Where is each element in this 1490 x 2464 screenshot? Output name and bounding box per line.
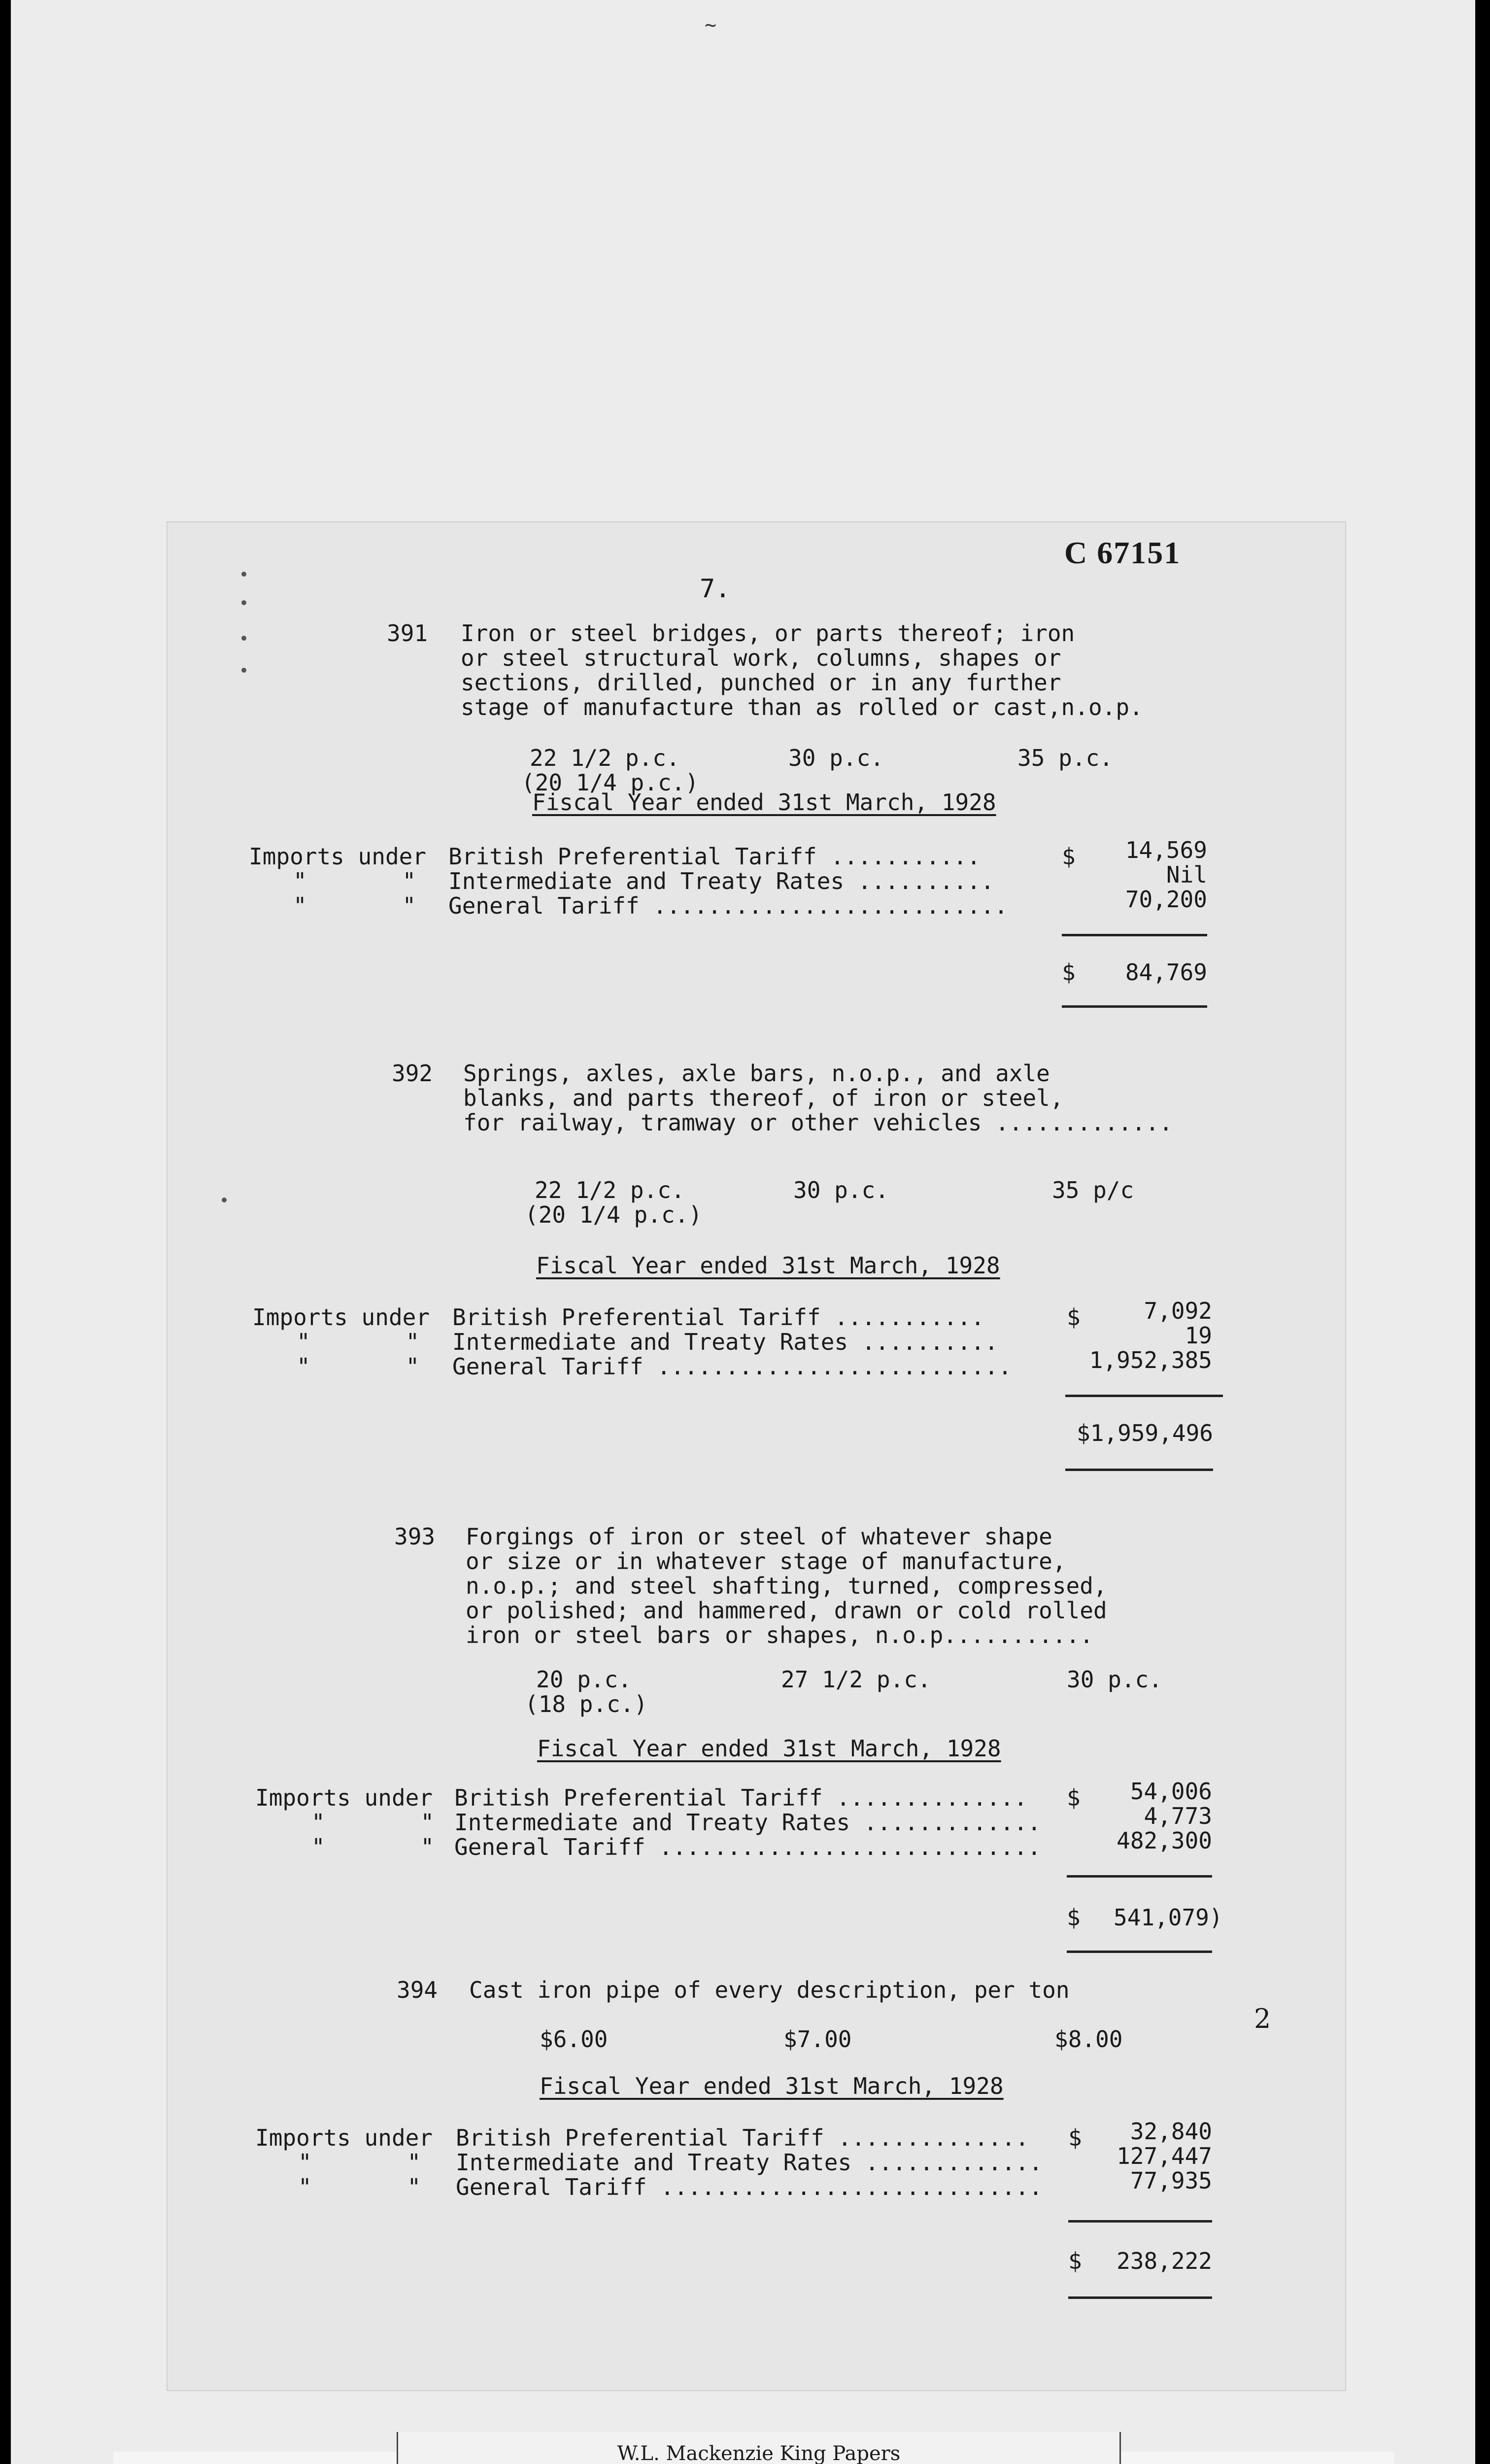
item-number: 391 xyxy=(387,620,428,647)
collection-name: W.L. Mackenzie King Papers xyxy=(617,2442,901,2464)
row-label: General Tariff ............................ xyxy=(456,2174,1043,2200)
item-description-line: sections, drilled, punched or in any further xyxy=(461,669,1061,696)
row-prefix: Imports under xyxy=(255,2124,433,2151)
total-rule-top xyxy=(1062,934,1207,936)
row-value: 14,569 xyxy=(1125,837,1207,863)
item-description-line: Cast iron pipe of every description, per ton xyxy=(469,1977,1070,2003)
item-description-line: n.o.p.; and steel shafting, turned, compressed, xyxy=(466,1573,1107,1599)
fiscal-year-heading: Fiscal Year ended 31st March, 1928 xyxy=(540,2073,1004,2099)
row-prefix: Imports under xyxy=(255,1784,433,1811)
row-value: 7,092 xyxy=(1144,1298,1212,1324)
film-border-left xyxy=(0,0,11,2464)
rate-preferential: $6.00 xyxy=(540,2026,608,2053)
row-value: 4,773 xyxy=(1144,1803,1212,1829)
film-border-right xyxy=(1475,0,1490,2464)
fiscal-year-heading: Fiscal Year ended 31st March, 1928 xyxy=(536,1252,1000,1279)
item-description-line: or size or in whatever stage of manufacture, xyxy=(466,1548,1066,1574)
total-rule-bottom xyxy=(1062,1005,1207,1008)
total-rule-bottom xyxy=(1068,2296,1212,2299)
item-description-line: blanks, and parts thereof, of iron or steel, xyxy=(463,1085,1064,1111)
item-number: 393 xyxy=(394,1523,436,1550)
row-prefix: " " xyxy=(311,1834,435,1860)
item-description-line: Forgings of iron or steel of whatever shape xyxy=(466,1523,1052,1550)
row-value: 127,447 xyxy=(1117,2143,1212,2169)
total-rule-top xyxy=(1067,1875,1212,1878)
item-description-line: Springs, axles, axle bars, n.o.p., and axle xyxy=(463,1060,1050,1087)
row-value: 77,935 xyxy=(1130,2167,1212,2194)
row-prefix: " " xyxy=(297,1353,420,1380)
total-value: 541,079) xyxy=(1114,1904,1223,1931)
row-prefix: Imports under xyxy=(252,1304,430,1331)
rate-alternate: (18 p.c.) xyxy=(525,1691,648,1717)
total-value: 84,769 xyxy=(1125,959,1207,986)
item-number: 392 xyxy=(392,1060,433,1087)
total-value: $1,959,496 xyxy=(1077,1420,1213,1446)
row-value: 54,006 xyxy=(1130,1778,1212,1805)
item-description-line: stage of manufacture than as rolled or cast,n.o.p. xyxy=(461,694,1143,720)
row-prefix: " " xyxy=(297,1329,420,1355)
row-value: Nil xyxy=(1166,861,1207,888)
rate-general: 30 p.c. xyxy=(1067,1666,1162,1693)
item-description-line: for railway, tramway or other vehicles ............. xyxy=(463,1109,1173,1136)
page-number: 7. xyxy=(700,574,731,604)
row-label: General Tariff ............................ xyxy=(454,1834,1041,1860)
row-value: 70,200 xyxy=(1125,886,1207,913)
total-dollar: $ xyxy=(1067,1904,1081,1931)
rate-general: 35 p/c xyxy=(1052,1177,1134,1203)
rate-intermediate: $7.00 xyxy=(783,2026,852,2053)
fiscal-year-heading: Fiscal Year ended 31st March, 1928 xyxy=(537,1735,1001,1762)
total-rule-bottom xyxy=(1065,1469,1213,1471)
total-rule-bottom xyxy=(1067,1951,1212,1953)
rate-intermediate: 30 p.c. xyxy=(788,745,884,771)
top-scratch-mark: ~ xyxy=(705,14,717,36)
row-value: 1,952,385 xyxy=(1089,1347,1212,1373)
row-prefix: " " xyxy=(311,1809,435,1836)
row-value: 32,840 xyxy=(1130,2118,1212,2145)
item-number: 394 xyxy=(397,1977,438,2003)
row-prefix: " " xyxy=(298,2149,421,2176)
rate-intermediate: 27 1/2 p.c. xyxy=(781,1666,931,1693)
total-value: 238,222 xyxy=(1117,2248,1212,2274)
row-value: 19 xyxy=(1185,1322,1212,1349)
rate-preferential: 22 1/2 p.c. xyxy=(535,1177,685,1203)
item-description-line: or steel structural work, columns, shapes or xyxy=(461,645,1061,671)
total-rule-top xyxy=(1065,1395,1223,1397)
row-prefix: " " xyxy=(293,892,416,919)
row-label: British Preferential Tariff ........... xyxy=(448,843,981,870)
item-description-line: Iron or steel bridges, or parts thereof; iron xyxy=(461,620,1075,647)
row-dollar: $ xyxy=(1067,1784,1081,1811)
total-dollar: $ xyxy=(1062,959,1076,986)
margin-note: 2 xyxy=(1254,2003,1271,2034)
fiscal-year-heading: Fiscal Year ended 31st March, 1928 xyxy=(532,789,996,816)
rate-general: 35 p.c. xyxy=(1017,745,1113,771)
row-label: Intermediate and Treaty Rates .......... xyxy=(448,868,994,894)
rate-intermediate: 30 p.c. xyxy=(793,1177,889,1203)
punch-dot xyxy=(241,572,246,577)
total-rule-top xyxy=(1068,2220,1212,2223)
punch-dot xyxy=(241,636,246,641)
row-label: General Tariff .......................... xyxy=(448,892,1008,919)
document-reference: C 67151 xyxy=(1064,535,1181,570)
punch-dot xyxy=(241,668,246,673)
row-dollar: $ xyxy=(1068,2124,1082,2151)
archive-collection-label xyxy=(397,2432,1121,2464)
total-dollar: $ xyxy=(1068,2248,1082,2274)
rate-alternate: (20 1/4 p.c.) xyxy=(521,769,699,796)
row-label: British Preferential Tariff ........... xyxy=(452,1304,985,1331)
row-label: Intermediate and Treaty Rates ............. xyxy=(454,1809,1041,1836)
row-label: Intermediate and Treaty Rates .......... xyxy=(452,1329,998,1355)
row-label: Intermediate and Treaty Rates ............. xyxy=(456,2149,1043,2176)
item-description-line: or polished; and hammered, drawn or cold rolled xyxy=(466,1597,1107,1624)
row-prefix: " " xyxy=(298,2174,421,2200)
row-label: British Preferential Tariff .............. xyxy=(456,2124,1029,2151)
punch-dot xyxy=(222,1198,227,1202)
row-value: 482,300 xyxy=(1117,1827,1212,1854)
rate-preferential: 22 1/2 p.c. xyxy=(530,745,680,771)
row-prefix: " " xyxy=(293,868,416,894)
row-dollar: $ xyxy=(1062,843,1076,870)
row-dollar: $ xyxy=(1067,1304,1081,1331)
rate-preferential: 20 p.c. xyxy=(536,1666,632,1693)
rate-general: $8.00 xyxy=(1054,2026,1123,2053)
rate-alternate: (20 1/4 p.c.) xyxy=(525,1201,703,1228)
punch-dot xyxy=(241,600,246,605)
row-label: British Preferential Tariff .............. xyxy=(454,1784,1028,1811)
item-description-line: iron or steel bars or shapes, n.o.p........... xyxy=(466,1622,1093,1648)
row-label: General Tariff .......................... xyxy=(452,1353,1012,1380)
row-prefix: Imports under xyxy=(249,843,427,870)
